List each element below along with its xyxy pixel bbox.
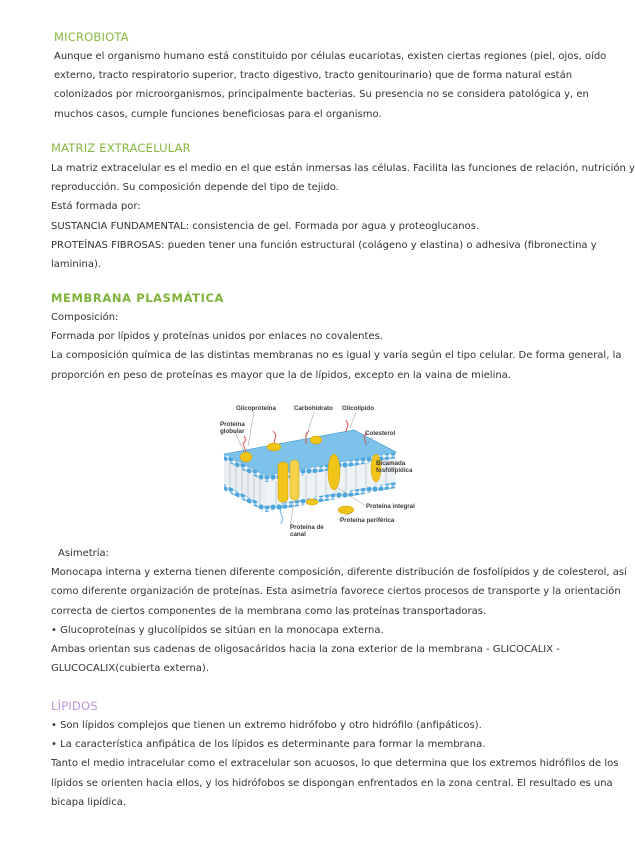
text-line: Aunque el organismo humano está constituido por células eucariotas, existen ciertas regiones (piel, ojos, oído — [54, 51, 607, 62]
text-line: reproducción. Su composición depende del tipo de tejido. — [51, 182, 339, 194]
label-glicolipido: Glicolípido — [342, 405, 374, 412]
text-line: como diferente organización de proteínas. Esta asimetría favorece ciertos procesos de transporte y la orientación — [51, 586, 621, 598]
heading-membrana-plasmatica: MEMBRANA PLASMÁTICA — [51, 291, 225, 305]
text-line: GLUCOCALIX(cubierta externa). — [51, 663, 209, 675]
heading-matriz-extracelular: MATRIZ EXTRACELULAR — [51, 141, 191, 155]
subheading-asimetria: Asimetría: — [58, 548, 110, 559]
paragraph-matriz — [51, 159, 635, 274]
text-line: SUSTANCIA FUNDAMENTAL: consistencia de gel. Formada por agua y proteoglucanos. — [51, 220, 480, 232]
text-line: La composición química de las distintas membranas no es igual y varía según el tipo celular. De forma general, la — [51, 350, 622, 362]
paragraph-lipidos — [51, 716, 618, 812]
label-proteina-globular-2: globular — [220, 428, 245, 435]
text-line: proporción en peso de proteínas es mayor que la de lípidos, excepto en la vaina de mielina. — [51, 369, 511, 381]
label-bicamada-1: Bicamada — [376, 460, 406, 467]
text-line: Tanto el medio intracelular como el extracelular son acuosos, lo que determina que los extremos hidrófilos de los — [51, 758, 619, 770]
text-line: bicapa lipídica. — [51, 796, 127, 808]
text-line: lípidos se orienten hacia ellos, y los hidrófobos se dispongan enfrentados en la zona central. El resultado es una — [51, 777, 613, 789]
membrane-diagram — [216, 402, 415, 540]
text-line: La matriz extracelular es el medio en el que están inmersas las células. Facilita las funciones de relación, nutrición y — [51, 163, 635, 174]
label-colesterol: Colesterol — [365, 430, 396, 437]
text-line: • La característica anfipática de los lípidos es determinante para formar la membrana. — [51, 739, 486, 751]
text-line: • Glucoproteínas y glucolípidos se sitúan en la monocapa externa. — [51, 624, 384, 636]
label-glicoproteina: Glicoproteína — [236, 405, 276, 412]
text-line: laminina). — [51, 259, 102, 271]
text-line: Composición: — [51, 312, 119, 323]
text-line: externo, tracto respiratorio superior, tracto digestivo, tracto genitourinario) que de forma natural están — [54, 70, 573, 82]
heading-lipidos: LÍPIDOS — [51, 699, 98, 713]
label-proteina-canal-1: Proteína de — [290, 524, 324, 531]
paragraph-asimetria — [51, 544, 627, 678]
label-carbohidrato: Carbohidrato — [294, 405, 333, 412]
paragraph-membrana — [51, 308, 621, 385]
text-line: Ambas orientan sus cadenas de oligosacáridos hacia la zona exterior de la membrana - GLICOCALIX - — [51, 644, 560, 656]
text-line: correcta de ciertos componentes de la membrana como las proteínas transportadoras. — [51, 605, 487, 617]
text-line: colonizados por microorganismos, principalmente bacterias. Su presencia no se considera patológica y, en — [54, 89, 589, 101]
paragraph-microbiota — [54, 47, 606, 124]
text-line: muchos casos, cumple funciones beneficiosas para el organismo. — [54, 108, 382, 120]
text-line: Formada por lípidos y proteínas unidos por enlaces no covalentes. — [51, 331, 383, 343]
label-proteina-integral: Proteína integral — [366, 503, 415, 510]
label-proteina-periferica: Proteína periférica — [340, 517, 395, 524]
text-line: Está formada por: — [51, 201, 141, 213]
text-line: Monocapa interna y externa tienen diferente composición, diferente distribución de fosfolípidos y de colesterol, así — [51, 567, 627, 579]
text-line: PROTEÍNAS FIBROSAS: pueden tener una función estructural (colágeno y elastina) o adhesiva (fibronectina y — [51, 239, 597, 251]
label-bicamada-2: fosfolipídica — [376, 467, 413, 474]
text-line: • Son lípidos complejos que tienen un extremo hidrófobo y otro hidrófilo (anfipáticos). — [51, 720, 482, 731]
heading-microbiota: MICROBIOTA — [54, 30, 129, 44]
label-proteina-globular-1: Proteína — [220, 421, 245, 428]
label-proteina-canal-2: canal — [290, 531, 306, 538]
